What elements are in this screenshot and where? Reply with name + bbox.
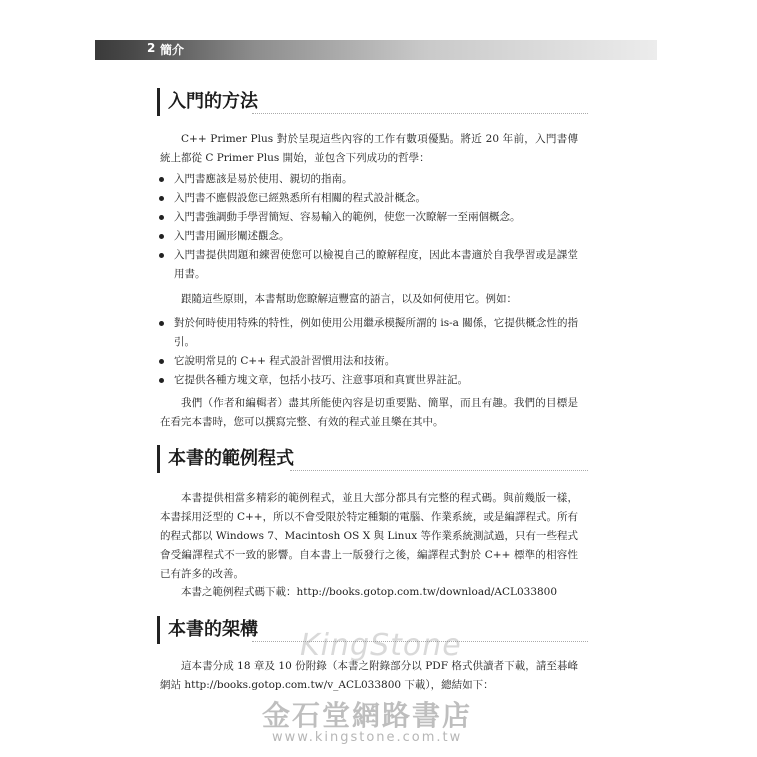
paragraph-examples: 本書提供相當多精彩的範例程式，並且大部分都具有完整的程式碼。與前幾版一樣，本書採用泛型的 C++，所以不會受限於特定種類的電腦、作業系統，或是編譯程式。所有的程式都以 Windows 7、Macintosh OS X 與 Linux 等作業系統測試過，只有一些程式會受編譯程式不一致的影響。自本書上一版發行之後，編譯程式對於 C++ 標準的相容性已有許多的改善。 bbox=[160, 492, 578, 580]
section-heading-approach bbox=[157, 88, 588, 116]
list-item: 它說明常見的 C++ 程式設計習慣用法和技術。 bbox=[160, 352, 578, 371]
list-item: 入門書應該是易於使用、親切的指南。 bbox=[160, 170, 578, 189]
paragraph-intro: C++ Primer Plus 對於呈現這些內容的工作有數項優點。將近 20 年前，入門書傳統上都從 C Primer Plus 開始，並包含下列成功的哲學： bbox=[160, 133, 578, 164]
watermark-url: www.kingstone.com.tw bbox=[272, 730, 463, 745]
list-item: 入門書用圖形闡述觀念。 bbox=[160, 227, 578, 246]
page-number: 2 bbox=[147, 41, 156, 55]
bullet-icon bbox=[159, 234, 164, 239]
section-heading-text: 本書的架構 bbox=[168, 619, 258, 640]
bullet-icon bbox=[159, 359, 164, 364]
bullet-icon bbox=[159, 321, 164, 326]
bullet-icon bbox=[159, 177, 164, 182]
list-item: 對於何時使用特殊的特性，例如使用公用繼承模擬所謂的 is-a 關係，它提供概念性的指引。 bbox=[160, 314, 578, 352]
bullet-icon bbox=[159, 253, 164, 258]
chapter-title: 簡介 bbox=[160, 43, 185, 57]
list-item: 入門書提供問題和練習使您可以檢視自己的瞭解程度，因此本書適於自我學習或是課堂用書。 bbox=[160, 246, 578, 284]
list-item: 它提供各種方塊文章，包括小技巧、注意事項和真實世界註記。 bbox=[160, 371, 578, 390]
paragraph-follow: 跟隨這些原則，本書幫助您瞭解這豐富的語言，以及如何使用它。例如： bbox=[181, 293, 517, 305]
section-heading-text: 入門的方法 bbox=[168, 91, 258, 112]
list-item: 入門書不應假設您已經熟悉所有相關的程式設計概念。 bbox=[160, 189, 578, 208]
watermark-brand-zh: 金石堂網路書店 bbox=[262, 699, 473, 732]
bullet-list-principles bbox=[160, 170, 578, 284]
heading-dotted-rule bbox=[290, 470, 588, 471]
section-heading-examples bbox=[157, 445, 588, 473]
bullet-icon bbox=[159, 196, 164, 201]
list-item: 入門書強調動手學習簡短、容易輸入的範例，使您一次瞭解一至兩個概念。 bbox=[160, 208, 578, 227]
heading-dotted-rule bbox=[252, 113, 588, 114]
bullet-icon bbox=[159, 215, 164, 220]
watermark-brand-en: KingStone bbox=[300, 628, 462, 663]
paragraph-closing: 我們（作者和編輯者）盡其所能使內容是切重要點、簡單，而且有趣。我們的目標是在看完本書時，您可以撰寫完整、有效的程式並且樂在其中。 bbox=[160, 397, 578, 428]
bullet-icon bbox=[159, 378, 164, 383]
bullet-list-examples bbox=[160, 314, 578, 390]
section-heading-text: 本書的範例程式 bbox=[168, 448, 294, 469]
download-link-text: 本書之範例程式碼下載：http://books.gotop.com.tw/download/ACL033800 bbox=[181, 586, 558, 598]
paragraph-structure: 這本書分成 18 章及 10 份附錄（本書之附錄部分以 PDF 格式供讀者下載，請至碁峰網站 http://books.gotop.com.tw/v_ACL033800 下載），總結如下： bbox=[160, 660, 578, 691]
